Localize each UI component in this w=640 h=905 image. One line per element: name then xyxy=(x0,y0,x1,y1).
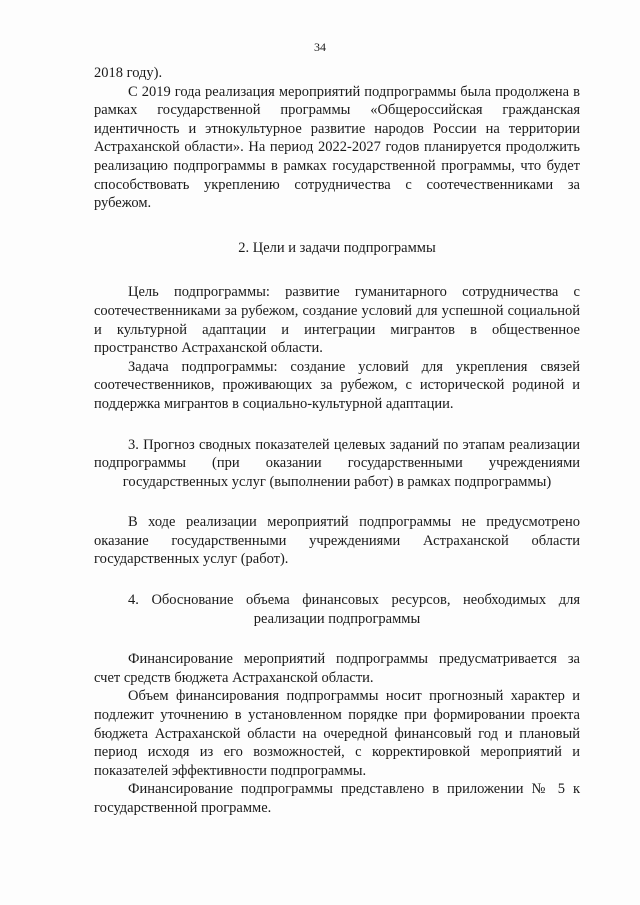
section-4-appendix-paragraph: Финансирование подпрограммы представлено в приложении № 5 к государственной программе. xyxy=(94,781,580,816)
section-2-task-paragraph: Задача подпрограммы: создание условий для укрепления связей соотечественников, проживающих за рубежом, с исторической родиной и поддержка мигрантов в социально-культурной адаптации. xyxy=(94,358,580,412)
document-body xyxy=(94,64,580,818)
section-4-funding-source-paragraph: Финансирование мероприятий подпрограммы предусматривается за счет средств бюджета Астраханской области. xyxy=(94,651,580,686)
section-2-heading: 2. Цели и задачи подпрограммы xyxy=(238,239,436,256)
section-4-heading: 4. Обоснование объема финансовых ресурсов, необходимых для реализации подпрограммы xyxy=(128,592,580,627)
section-3-heading: 3. Прогноз сводных показателей целевых заданий по этапам реализации подпрограммы (при оказании государственными учреждениями государственных услуг (выполнении работ) в рамках подпрограммы) xyxy=(94,436,580,490)
intro-paragraph-continuation: 2018 году). xyxy=(94,65,163,81)
page-number: 34 xyxy=(314,40,326,54)
section-2-goal-paragraph: Цель подпрограммы: развитие гуманитарного сотрудничества с соотечественниками за рубежом, создание условий для успешной социальной и культурной адаптации и интеграции мигрантов в общественное пространство Астраханской области. xyxy=(94,284,580,357)
section-3-paragraph: В ходе реализации мероприятий подпрограммы не предусмотрено оказание государственными учреждениями Астраханской области государственных услуг (работ). xyxy=(94,514,580,568)
section-4-funding-volume-paragraph: Объем финансирования подпрограммы носит прогнозный характер и подлежит уточнению в установленном порядке при формировании проекта бюджета Астраханской области на очередной финансовый год и плановый период исходя из его возможностей, с корректировкой мероприятий и показателей эффективности подпрограммы. xyxy=(94,688,580,779)
intro-paragraph: С 2019 года реализация мероприятий подпрограммы была продолжена в рамках государственной программы «Общероссийская гражданская идентичность и этнокультурное развитие народов России на территории Астраханской области». На период 2022-2027 годов планируется продолжить реализацию подпрограммы в рамках государственной программы, что будет способствовать укреплению сотрудничества с соотечественниками за рубежом. xyxy=(94,83,580,212)
